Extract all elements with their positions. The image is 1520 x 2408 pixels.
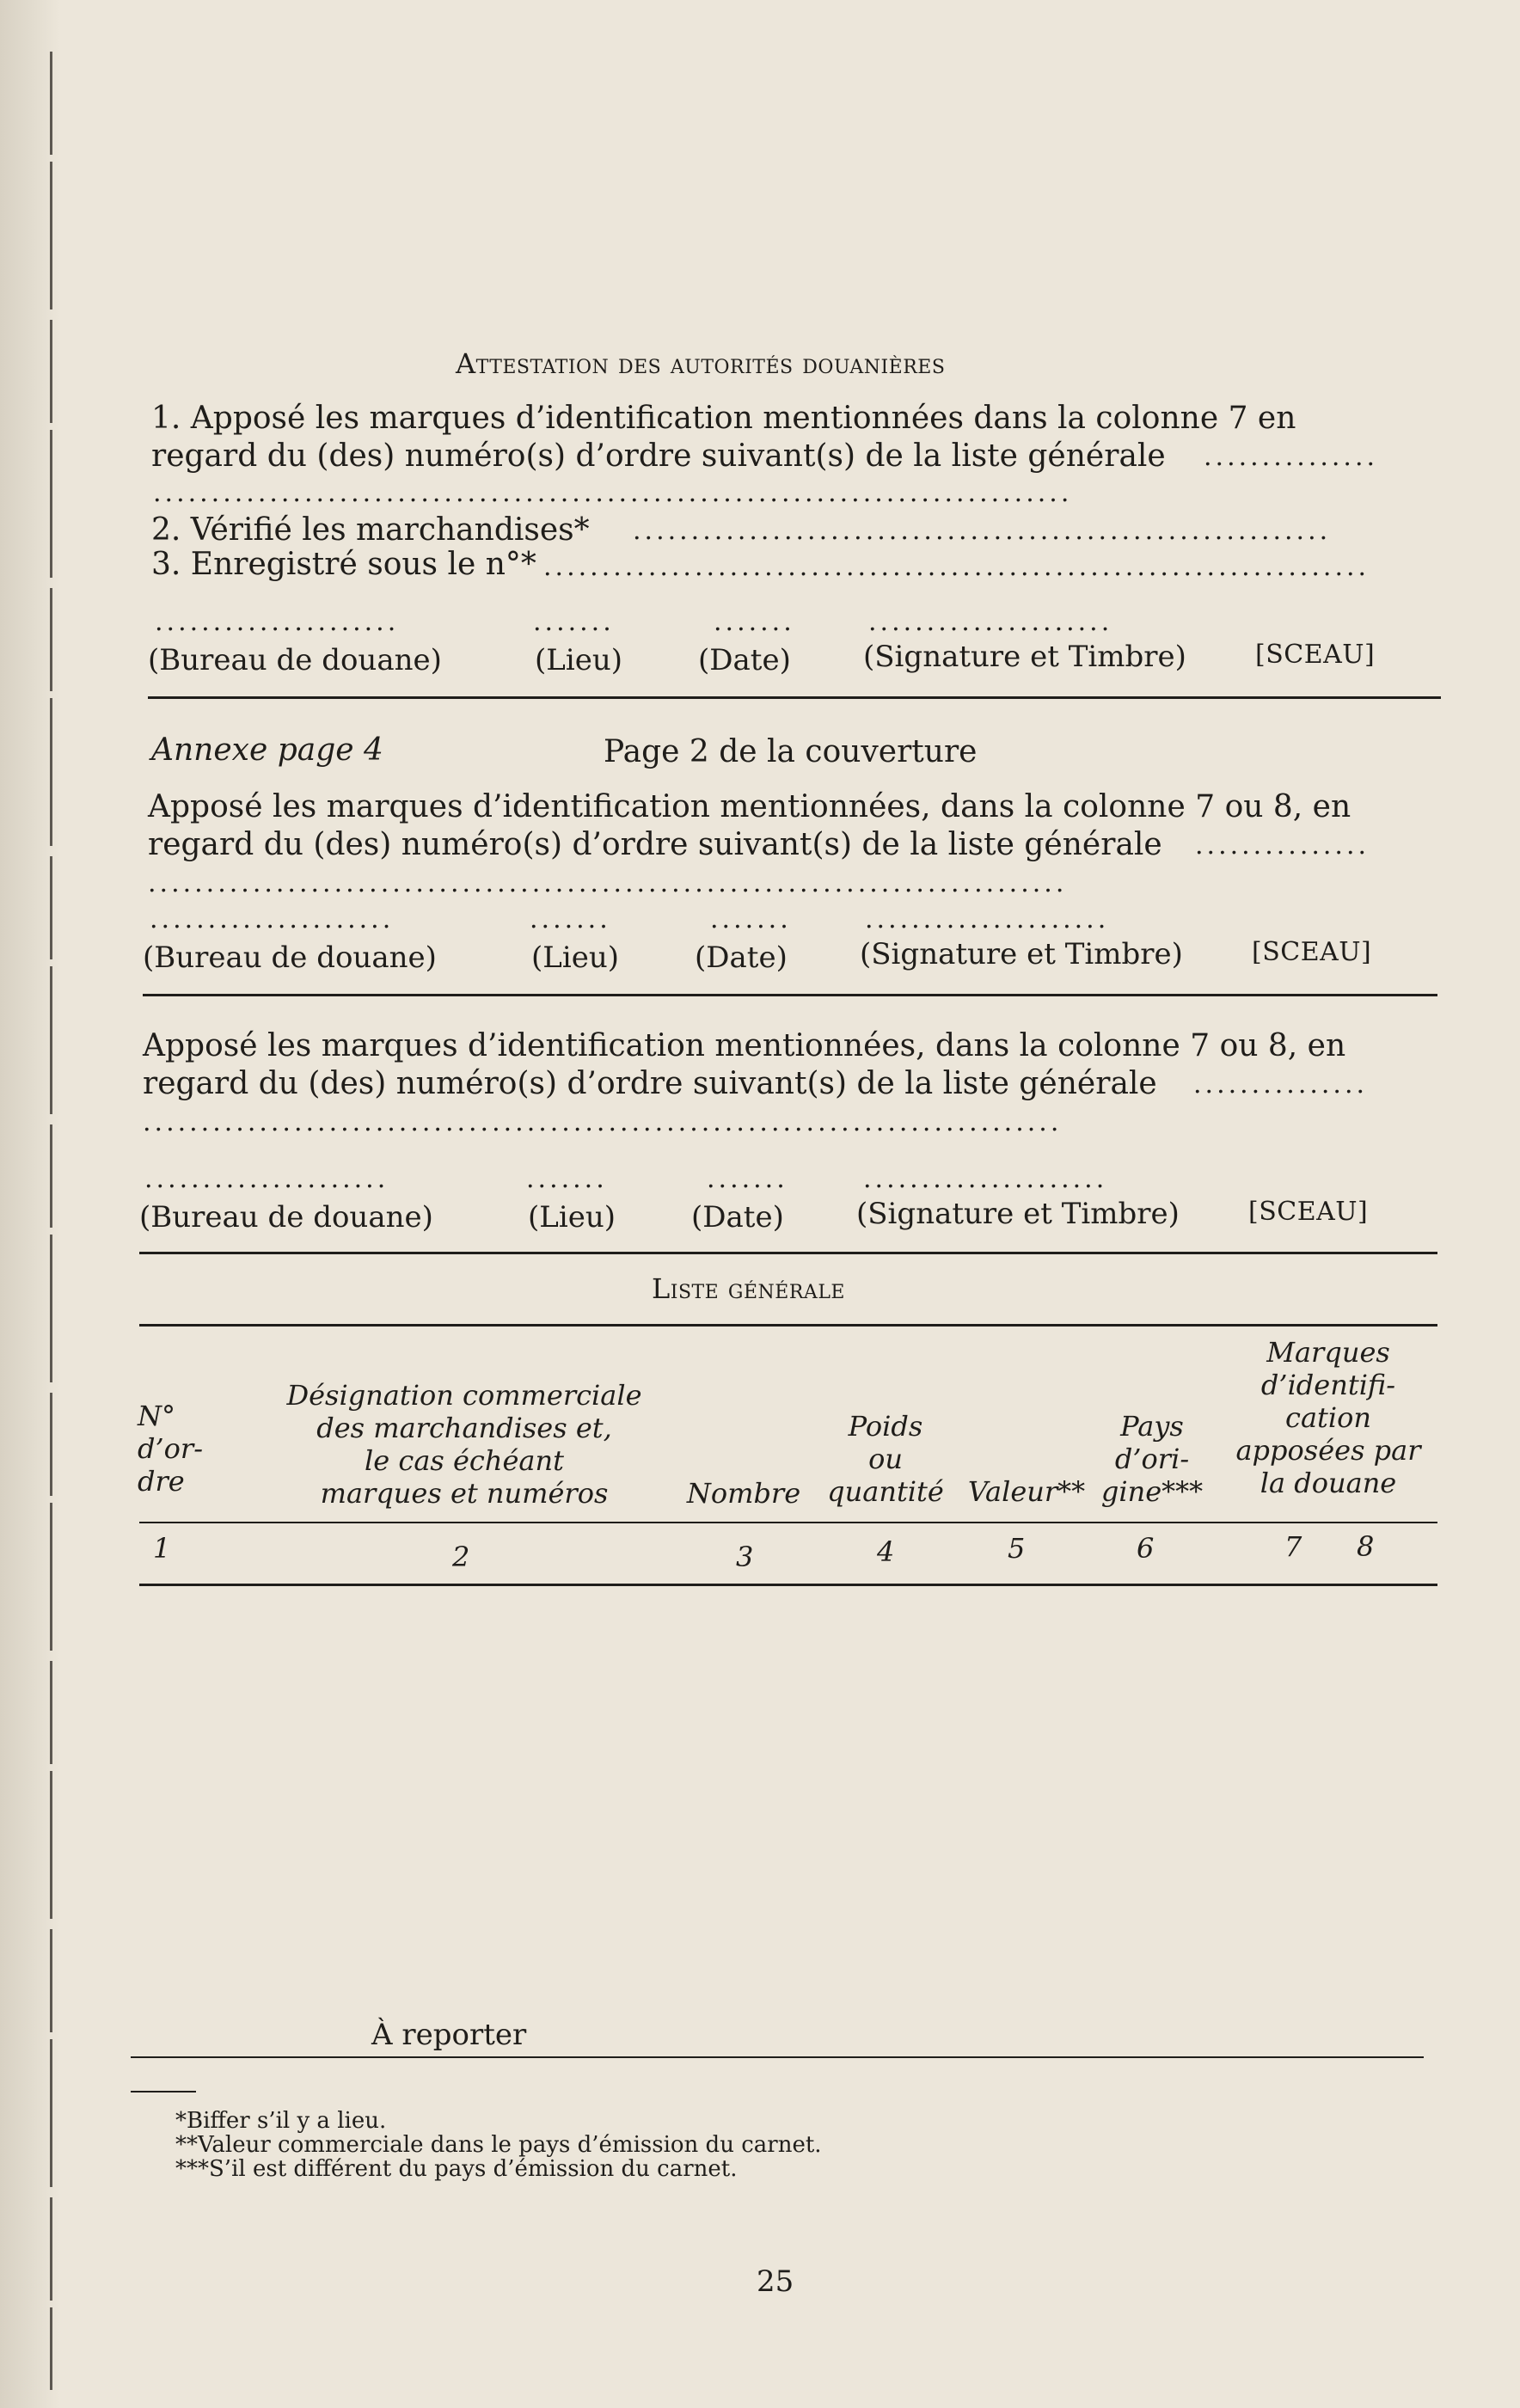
annexe-page-ref: Page 2 de la couverture [604,734,978,769]
dotted-field: ....... [526,1164,608,1194]
divider [148,696,1441,699]
col-number: 1 [153,1532,171,1565]
dotted-field: ..................... [155,607,400,637]
annexe-para-line2: regard du (des) numéro(s) d’ordre suivant(s) de la liste générale [148,827,1162,862]
attestation-item1-line1: 1. Apposé les marques d’identification mentionnées dans la colonne 7 en [151,401,1296,436]
attestation-item3: 3. Enregistré sous le n°* [151,547,536,582]
header-valeur: Valeur** [967,1475,1086,1508]
header-pays: Pays d’ori- gine*** [1100,1410,1204,1508]
annexe-para-line1: Apposé les marques d’identification mentionnées, dans la colonne 7 ou 8, en [148,789,1351,824]
reporter-rule [131,2056,1424,2058]
attestation-item2: 2. Vérifié les marchandises* [151,512,590,548]
col-number: 4 [877,1535,895,1568]
label-date: (Date) [695,941,788,975]
header-marques: Marques d’identifi- cation apposées par la douane [1235,1336,1421,1499]
header-nombre: Nombre [686,1477,801,1510]
table-top-rule [139,1324,1437,1327]
dotted-leader: ............... [1193,1069,1369,1100]
label-lieu: (Lieu) [531,941,619,975]
header-poids: Poids ou quantité [827,1410,944,1508]
col-number: 2 [452,1541,470,1573]
divider [143,994,1437,996]
dotted-field: ....... [530,904,611,934]
dotted-field: ....... [707,1164,788,1194]
table-header-rule [139,1522,1437,1523]
col-number: 5 [1008,1532,1026,1565]
a-reporter-label: À reporter [371,2018,527,2052]
dotted-leader: ............................................................ [633,516,1332,546]
dotted-line: ............................................................................... [153,478,1073,508]
dotted-field: ..................... [863,1164,1108,1194]
header-no-ordre: N° d’or- dre [138,1400,204,1498]
annexe-label: Annexe page 4 [151,732,383,768]
label-date: (Date) [698,643,791,677]
dotted-leader: ....................................................................... [543,552,1370,582]
attestation-item1-line2: regard du (des) numéro(s) d’ordre suivant(s) de la liste générale [151,438,1166,474]
divider [139,1252,1437,1254]
header-designation: Désignation commerciale des marchandises et, le cas échéant marques et numéros [286,1379,642,1510]
annexe-para2-line2: regard du (des) numéro(s) d’ordre suivant(s) de la liste générale [143,1066,1157,1101]
footnote-2: **Valeur commerciale dans le pays d’émission du carnet. [175,2132,822,2158]
label-bureau: (Bureau de douane) [139,1200,433,1235]
footnote-rule [131,2091,196,2092]
col-number: 7 [1284,1530,1302,1563]
dotted-field: ..................... [150,904,395,934]
label-lieu: (Lieu) [535,643,622,677]
label-sceau: [SCEAU] [1255,640,1376,670]
label-bureau: (Bureau de douane) [143,941,437,975]
dotted-field: ..................... [868,607,1113,637]
dotted-field: ..................... [144,1164,389,1194]
table-bottom-rule [139,1584,1437,1586]
col-number: 6 [1137,1532,1155,1565]
label-sceau: [SCEAU] [1248,1197,1369,1227]
footnote-1: *Biffer s’il y a lieu. [175,2108,387,2134]
dotted-field: ....... [533,607,615,637]
label-lieu: (Lieu) [528,1200,616,1235]
label-signature: (Signature et Timbre) [856,1197,1180,1231]
attestation-title: Attestation des autorités douanières [456,347,946,380]
annexe-para2-line1: Apposé les marques d’identification mentionnées, dans la colonne 7 ou 8, en [143,1028,1346,1063]
dotted-field: ....... [714,607,795,637]
liste-title: Liste générale [652,1272,845,1305]
dotted-line: ............................................................................... [143,1107,1063,1137]
dotted-leader: ............... [1195,830,1370,861]
dotted-field: ..................... [865,904,1110,934]
col-number: 3 [736,1541,754,1573]
label-date: (Date) [691,1200,784,1235]
dotted-leader: ............... [1204,442,1379,472]
dotted-field: ....... [710,904,792,934]
label-bureau: (Bureau de douane) [148,643,442,677]
label-signature: (Signature et Timbre) [863,640,1186,674]
col-number: 8 [1357,1530,1375,1563]
dotted-line: ............................................................................... [148,868,1068,898]
label-sceau: [SCEAU] [1252,937,1372,967]
page-number: 25 [757,2264,794,2299]
label-signature: (Signature et Timbre) [860,937,1183,971]
footnote-3: ***S’il est différent du pays d’émission du carnet. [175,2156,738,2182]
